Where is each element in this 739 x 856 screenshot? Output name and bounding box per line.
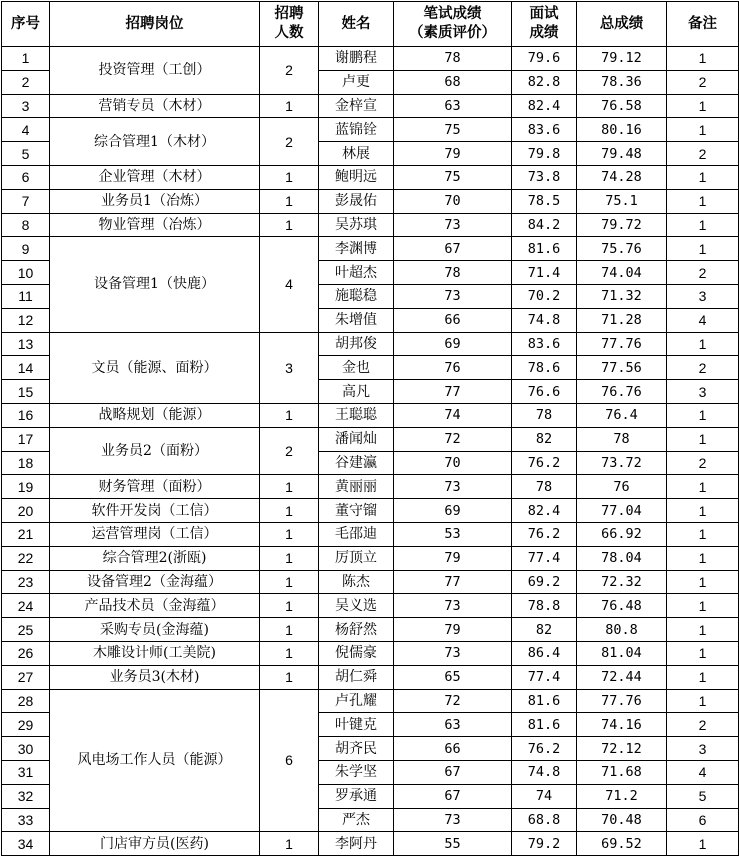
cell-remark: 1 bbox=[667, 427, 739, 451]
cell-interview: 81.6 bbox=[512, 713, 577, 737]
cell-quota: 1 bbox=[260, 522, 319, 546]
cell-written: 55 bbox=[394, 832, 512, 856]
cell-total: 77.56 bbox=[577, 356, 667, 380]
cell-remark: 1 bbox=[667, 689, 739, 713]
table-row bbox=[2, 594, 739, 618]
table-row bbox=[2, 118, 739, 142]
table-row bbox=[2, 165, 739, 189]
cell-total: 80.8 bbox=[577, 618, 667, 642]
cell-remark: 2 bbox=[667, 451, 739, 475]
cell-written: 70 bbox=[394, 451, 512, 475]
cell-seq: 21 bbox=[2, 522, 50, 546]
cell-total: 71.68 bbox=[577, 760, 667, 784]
cell-position: 综合管理2(浙瓯) bbox=[50, 546, 260, 570]
table-row bbox=[2, 618, 739, 642]
cell-interview: 77.4 bbox=[512, 665, 577, 689]
cell-interview: 79.2 bbox=[512, 832, 577, 856]
table-row bbox=[2, 475, 739, 499]
cell-remark: 4 bbox=[667, 760, 739, 784]
cell-total: 76.4 bbox=[577, 403, 667, 427]
cell-seq: 5 bbox=[2, 142, 50, 166]
cell-name: 鲍明远 bbox=[319, 165, 394, 189]
table-row bbox=[2, 665, 739, 689]
cell-interview: 82 bbox=[512, 618, 577, 642]
cell-remark: 5 bbox=[667, 784, 739, 808]
cell-interview: 74.8 bbox=[512, 308, 577, 332]
cell-seq: 29 bbox=[2, 713, 50, 737]
cell-remark: 4 bbox=[667, 308, 739, 332]
cell-seq: 34 bbox=[2, 832, 50, 856]
cell-name: 黄丽丽 bbox=[319, 475, 394, 499]
cell-total: 74.28 bbox=[577, 165, 667, 189]
cell-quota: 1 bbox=[260, 570, 319, 594]
cell-interview: 82 bbox=[512, 427, 577, 451]
cell-seq: 11 bbox=[2, 284, 50, 308]
cell-position: 物业管理（冶炼） bbox=[50, 213, 260, 237]
cell-quota: 1 bbox=[260, 403, 319, 427]
cell-total: 79.12 bbox=[577, 47, 667, 71]
table-row bbox=[2, 570, 739, 594]
cell-position: 业务员2（面粉） bbox=[50, 427, 260, 475]
cell-written: 63 bbox=[394, 713, 512, 737]
cell-position: 文员（能源、面粉） bbox=[50, 332, 260, 403]
cell-interview: 79.8 bbox=[512, 142, 577, 166]
cell-position: 业务员1（冶炼） bbox=[50, 189, 260, 213]
cell-total: 72.44 bbox=[577, 665, 667, 689]
cell-position: 营销专员（木材） bbox=[50, 94, 260, 118]
cell-position: 战略规划（能源） bbox=[50, 403, 260, 427]
cell-written: 72 bbox=[394, 427, 512, 451]
cell-interview: 78 bbox=[512, 403, 577, 427]
cell-interview: 78.5 bbox=[512, 189, 577, 213]
cell-position: 投资管理（工创） bbox=[50, 47, 260, 95]
cell-seq: 4 bbox=[2, 118, 50, 142]
cell-name: 金也 bbox=[319, 356, 394, 380]
cell-remark: 1 bbox=[667, 118, 739, 142]
header-interview-line2: 成绩 bbox=[529, 25, 559, 41]
cell-seq: 18 bbox=[2, 451, 50, 475]
cell-name: 倪儒豪 bbox=[319, 641, 394, 665]
cell-seq: 14 bbox=[2, 356, 50, 380]
cell-written: 76 bbox=[394, 356, 512, 380]
cell-quota: 3 bbox=[260, 332, 319, 403]
cell-quota: 1 bbox=[260, 213, 319, 237]
cell-seq: 2 bbox=[2, 70, 50, 94]
cell-written: 73 bbox=[394, 213, 512, 237]
cell-remark: 1 bbox=[667, 237, 739, 261]
cell-name: 金梓宣 bbox=[319, 94, 394, 118]
cell-name: 胡齐民 bbox=[319, 737, 394, 761]
cell-name: 朱增值 bbox=[319, 308, 394, 332]
cell-seq: 30 bbox=[2, 737, 50, 761]
cell-interview: 79.6 bbox=[512, 47, 577, 71]
table-header bbox=[2, 2, 739, 47]
cell-name: 叶超杰 bbox=[319, 261, 394, 285]
cell-name: 谷建瀛 bbox=[319, 451, 394, 475]
cell-remark: 3 bbox=[667, 284, 739, 308]
cell-written: 65 bbox=[394, 665, 512, 689]
header-written bbox=[394, 2, 512, 47]
cell-total: 77.04 bbox=[577, 499, 667, 523]
cell-written: 78 bbox=[394, 47, 512, 71]
cell-total: 78 bbox=[577, 427, 667, 451]
cell-seq: 17 bbox=[2, 427, 50, 451]
cell-quota: 1 bbox=[260, 618, 319, 642]
cell-written: 73 bbox=[394, 594, 512, 618]
cell-remark: 1 bbox=[667, 213, 739, 237]
cell-interview: 78 bbox=[512, 475, 577, 499]
cell-name: 高凡 bbox=[319, 380, 394, 404]
cell-interview: 70.2 bbox=[512, 284, 577, 308]
cell-seq: 9 bbox=[2, 237, 50, 261]
header-total: 总成绩 bbox=[577, 2, 667, 47]
cell-written: 73 bbox=[394, 808, 512, 832]
cell-total: 75.76 bbox=[577, 237, 667, 261]
cell-written: 66 bbox=[394, 308, 512, 332]
cell-written: 73 bbox=[394, 641, 512, 665]
cell-written: 70 bbox=[394, 189, 512, 213]
table-row bbox=[2, 403, 739, 427]
cell-written: 63 bbox=[394, 94, 512, 118]
cell-written: 67 bbox=[394, 784, 512, 808]
cell-total: 76.58 bbox=[577, 94, 667, 118]
cell-seq: 8 bbox=[2, 213, 50, 237]
table-row bbox=[2, 332, 739, 356]
cell-position: 设备管理2（金海蕴） bbox=[50, 570, 260, 594]
cell-quota: 2 bbox=[260, 47, 319, 95]
cell-written: 77 bbox=[394, 570, 512, 594]
cell-name: 罗承通 bbox=[319, 784, 394, 808]
table-row bbox=[2, 689, 739, 713]
cell-position: 企业管理（木材） bbox=[50, 165, 260, 189]
cell-name: 叶键克 bbox=[319, 713, 394, 737]
cell-interview: 73.8 bbox=[512, 165, 577, 189]
cell-name: 吴义选 bbox=[319, 594, 394, 618]
cell-quota: 6 bbox=[260, 689, 319, 832]
cell-interview: 81.6 bbox=[512, 237, 577, 261]
cell-interview: 83.6 bbox=[512, 332, 577, 356]
cell-interview: 82.4 bbox=[512, 499, 577, 523]
cell-total: 81.04 bbox=[577, 641, 667, 665]
cell-written: 79 bbox=[394, 618, 512, 642]
cell-quota: 1 bbox=[260, 594, 319, 618]
cell-written: 78 bbox=[394, 261, 512, 285]
cell-total: 77.76 bbox=[577, 332, 667, 356]
cell-interview: 77.4 bbox=[512, 546, 577, 570]
cell-name: 胡邦俊 bbox=[319, 332, 394, 356]
cell-remark: 2 bbox=[667, 70, 739, 94]
cell-name: 厉顶立 bbox=[319, 546, 394, 570]
cell-seq: 3 bbox=[2, 94, 50, 118]
cell-total: 76.48 bbox=[577, 594, 667, 618]
cell-written: 79 bbox=[394, 546, 512, 570]
cell-total: 71.2 bbox=[577, 784, 667, 808]
header-remark: 备注 bbox=[667, 2, 739, 47]
header-quota-line2: 人数 bbox=[274, 25, 304, 41]
cell-seq: 26 bbox=[2, 641, 50, 665]
cell-remark: 1 bbox=[667, 47, 739, 71]
table-row bbox=[2, 189, 739, 213]
cell-total: 71.32 bbox=[577, 284, 667, 308]
cell-quota: 1 bbox=[260, 832, 319, 856]
cell-remark: 1 bbox=[667, 594, 739, 618]
cell-written: 75 bbox=[394, 165, 512, 189]
cell-position: 综合管理1（木材） bbox=[50, 118, 260, 166]
cell-remark: 1 bbox=[667, 189, 739, 213]
cell-position: 运营管理岗（工信） bbox=[50, 522, 260, 546]
cell-total: 73.72 bbox=[577, 451, 667, 475]
cell-quota: 1 bbox=[260, 641, 319, 665]
cell-total: 75.1 bbox=[577, 189, 667, 213]
cell-interview: 76.2 bbox=[512, 522, 577, 546]
cell-seq: 7 bbox=[2, 189, 50, 213]
cell-position: 财务管理（面粉） bbox=[50, 475, 260, 499]
cell-name: 林展 bbox=[319, 142, 394, 166]
cell-quota: 1 bbox=[260, 546, 319, 570]
cell-total: 76 bbox=[577, 475, 667, 499]
cell-remark: 1 bbox=[667, 618, 739, 642]
cell-remark: 6 bbox=[667, 808, 739, 832]
table-row bbox=[2, 641, 739, 665]
cell-total: 74.16 bbox=[577, 713, 667, 737]
cell-total: 78.04 bbox=[577, 546, 667, 570]
header-quota-line1: 招聘 bbox=[274, 6, 304, 22]
cell-name: 王聪聪 bbox=[319, 403, 394, 427]
cell-name: 严杰 bbox=[319, 808, 394, 832]
cell-quota: 1 bbox=[260, 165, 319, 189]
cell-quota: 1 bbox=[260, 475, 319, 499]
cell-total: 78.36 bbox=[577, 70, 667, 94]
cell-remark: 1 bbox=[667, 570, 739, 594]
cell-seq: 16 bbox=[2, 403, 50, 427]
cell-interview: 81.6 bbox=[512, 689, 577, 713]
cell-written: 69 bbox=[394, 499, 512, 523]
cell-remark: 1 bbox=[667, 94, 739, 118]
cell-name: 杨舒然 bbox=[319, 618, 394, 642]
cell-seq: 12 bbox=[2, 308, 50, 332]
cell-seq: 10 bbox=[2, 261, 50, 285]
cell-name: 李阿丹 bbox=[319, 832, 394, 856]
cell-quota: 1 bbox=[260, 94, 319, 118]
cell-interview: 78.8 bbox=[512, 594, 577, 618]
cell-written: 67 bbox=[394, 237, 512, 261]
cell-total: 71.28 bbox=[577, 308, 667, 332]
cell-seq: 25 bbox=[2, 618, 50, 642]
cell-interview: 82.8 bbox=[512, 70, 577, 94]
cell-interview: 74.8 bbox=[512, 760, 577, 784]
cell-quota: 2 bbox=[260, 427, 319, 475]
header-row bbox=[2, 2, 739, 47]
cell-seq: 13 bbox=[2, 332, 50, 356]
table-body bbox=[2, 47, 739, 856]
cell-written: 72 bbox=[394, 689, 512, 713]
header-quota bbox=[260, 2, 319, 47]
cell-name: 卢更 bbox=[319, 70, 394, 94]
header-seq: 序号 bbox=[2, 2, 50, 47]
cell-seq: 20 bbox=[2, 499, 50, 523]
cell-seq: 24 bbox=[2, 594, 50, 618]
table-row bbox=[2, 546, 739, 570]
cell-position: 设备管理1（快鹿） bbox=[50, 237, 260, 332]
cell-interview: 76.2 bbox=[512, 737, 577, 761]
cell-interview: 83.6 bbox=[512, 118, 577, 142]
table-row bbox=[2, 213, 739, 237]
cell-interview: 76.2 bbox=[512, 451, 577, 475]
cell-interview: 69.2 bbox=[512, 570, 577, 594]
cell-written: 67 bbox=[394, 760, 512, 784]
cell-written: 53 bbox=[394, 522, 512, 546]
cell-position: 软件开发岗（工信） bbox=[50, 499, 260, 523]
cell-position: 风电场工作人员（能源） bbox=[50, 689, 260, 832]
cell-total: 79.48 bbox=[577, 142, 667, 166]
cell-seq: 31 bbox=[2, 760, 50, 784]
cell-seq: 32 bbox=[2, 784, 50, 808]
results-table bbox=[1, 1, 739, 856]
cell-remark: 2 bbox=[667, 713, 739, 737]
cell-remark: 1 bbox=[667, 332, 739, 356]
cell-remark: 1 bbox=[667, 403, 739, 427]
cell-remark: 2 bbox=[667, 356, 739, 380]
cell-seq: 23 bbox=[2, 570, 50, 594]
cell-quota: 1 bbox=[260, 499, 319, 523]
header-position: 招聘岗位 bbox=[50, 2, 260, 47]
cell-seq: 15 bbox=[2, 380, 50, 404]
cell-position: 采购专员(金海蕴) bbox=[50, 618, 260, 642]
cell-remark: 3 bbox=[667, 737, 739, 761]
cell-position: 业务员3(木材) bbox=[50, 665, 260, 689]
cell-written: 68 bbox=[394, 70, 512, 94]
cell-interview: 68.8 bbox=[512, 808, 577, 832]
table-row bbox=[2, 522, 739, 546]
cell-interview: 84.2 bbox=[512, 213, 577, 237]
cell-total: 79.72 bbox=[577, 213, 667, 237]
cell-interview: 86.4 bbox=[512, 641, 577, 665]
cell-written: 66 bbox=[394, 737, 512, 761]
cell-total: 69.52 bbox=[577, 832, 667, 856]
cell-interview: 76.6 bbox=[512, 380, 577, 404]
cell-remark: 2 bbox=[667, 261, 739, 285]
cell-name: 毛邵迪 bbox=[319, 522, 394, 546]
cell-name: 朱学坚 bbox=[319, 760, 394, 784]
cell-name: 董守镏 bbox=[319, 499, 394, 523]
cell-position: 木雕设计师(工美院) bbox=[50, 641, 260, 665]
cell-remark: 1 bbox=[667, 522, 739, 546]
cell-seq: 27 bbox=[2, 665, 50, 689]
cell-remark: 1 bbox=[667, 499, 739, 523]
cell-total: 72.32 bbox=[577, 570, 667, 594]
cell-quota: 1 bbox=[260, 189, 319, 213]
cell-name: 潘闻灿 bbox=[319, 427, 394, 451]
cell-quota: 1 bbox=[260, 665, 319, 689]
cell-total: 76.76 bbox=[577, 380, 667, 404]
table-row bbox=[2, 427, 739, 451]
cell-seq: 19 bbox=[2, 475, 50, 499]
cell-name: 卢孔耀 bbox=[319, 689, 394, 713]
cell-seq: 1 bbox=[2, 47, 50, 71]
table-row bbox=[2, 832, 739, 856]
cell-interview: 78.6 bbox=[512, 356, 577, 380]
cell-name: 彭晟佑 bbox=[319, 189, 394, 213]
cell-total: 74.04 bbox=[577, 261, 667, 285]
cell-remark: 1 bbox=[667, 641, 739, 665]
cell-written: 73 bbox=[394, 475, 512, 499]
cell-written: 75 bbox=[394, 118, 512, 142]
cell-seq: 22 bbox=[2, 546, 50, 570]
cell-remark: 1 bbox=[667, 665, 739, 689]
cell-written: 79 bbox=[394, 142, 512, 166]
cell-remark: 1 bbox=[667, 832, 739, 856]
cell-seq: 33 bbox=[2, 808, 50, 832]
table-row bbox=[2, 47, 739, 71]
cell-remark: 3 bbox=[667, 380, 739, 404]
header-name: 姓名 bbox=[319, 2, 394, 47]
cell-total: 66.92 bbox=[577, 522, 667, 546]
cell-position: 门店审方员(医药) bbox=[50, 832, 260, 856]
cell-name: 谢鹏程 bbox=[319, 47, 394, 71]
cell-written: 74 bbox=[394, 403, 512, 427]
table-row bbox=[2, 94, 739, 118]
cell-name: 吴苏琪 bbox=[319, 213, 394, 237]
cell-name: 蓝锦铨 bbox=[319, 118, 394, 142]
table-row bbox=[2, 237, 739, 261]
header-written-line2: （素质评价） bbox=[409, 25, 496, 41]
cell-total: 70.48 bbox=[577, 808, 667, 832]
header-written-line1: 笔试成绩 bbox=[423, 6, 482, 22]
cell-quota: 4 bbox=[260, 237, 319, 332]
cell-interview: 82.4 bbox=[512, 94, 577, 118]
cell-name: 李渊博 bbox=[319, 237, 394, 261]
cell-remark: 1 bbox=[667, 546, 739, 570]
cell-total: 72.12 bbox=[577, 737, 667, 761]
cell-remark: 2 bbox=[667, 142, 739, 166]
cell-total: 80.16 bbox=[577, 118, 667, 142]
cell-total: 77.76 bbox=[577, 689, 667, 713]
cell-position: 产品技术员（金海蕴） bbox=[50, 594, 260, 618]
cell-seq: 6 bbox=[2, 165, 50, 189]
cell-written: 69 bbox=[394, 332, 512, 356]
cell-remark: 1 bbox=[667, 165, 739, 189]
cell-written: 73 bbox=[394, 284, 512, 308]
cell-name: 胡仁舜 bbox=[319, 665, 394, 689]
cell-remark: 1 bbox=[667, 475, 739, 499]
cell-written: 77 bbox=[394, 380, 512, 404]
cell-seq: 28 bbox=[2, 689, 50, 713]
cell-quota: 2 bbox=[260, 118, 319, 166]
cell-name: 陈杰 bbox=[319, 570, 394, 594]
cell-name: 施聪稳 bbox=[319, 284, 394, 308]
cell-interview: 74 bbox=[512, 784, 577, 808]
cell-interview: 71.4 bbox=[512, 261, 577, 285]
header-interview-line1: 面试 bbox=[529, 6, 559, 22]
header-interview bbox=[512, 2, 577, 47]
table-row bbox=[2, 499, 739, 523]
